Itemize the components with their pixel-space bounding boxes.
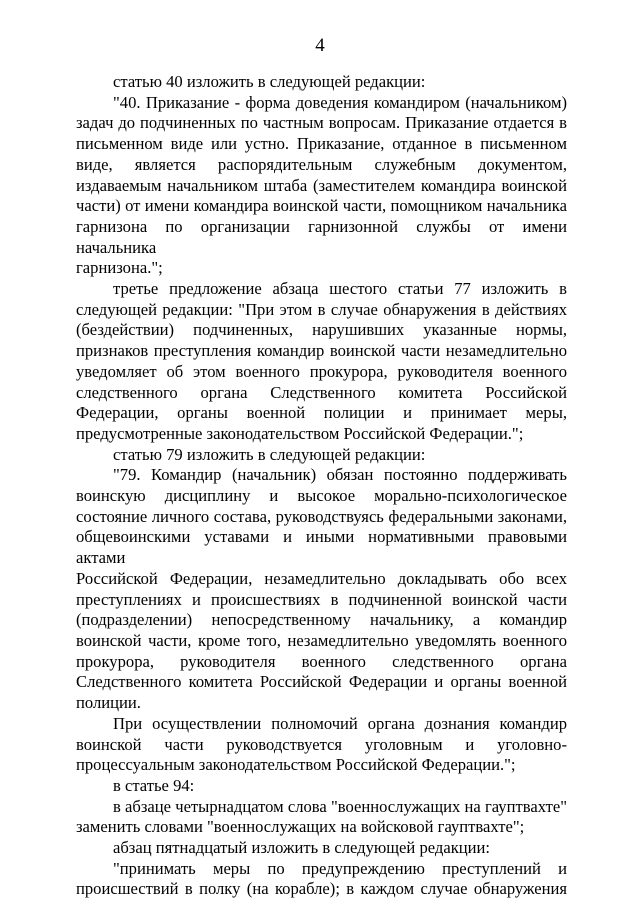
text-line: абзац пятнадцатый изложить в следующей редакции: (113, 838, 491, 858)
text-line: Российской Федерации, незамедлительно докладывать обо всех (76, 568, 567, 588)
text-line: Федерации, органы военной полиции и принимает меры, (76, 403, 567, 423)
text-line: "принимать меры по предупреждению преступлений и (113, 858, 567, 878)
text-line: гарнизона по организации гарнизонной службы от имени начальника (76, 216, 567, 257)
text-line: полиции. (76, 693, 141, 713)
text-line: "79. Командир (начальник) обязан постоянно поддерживать (113, 465, 567, 485)
text-line: следственного органа Следственного комитета Российской (76, 382, 567, 402)
text-line: письменном виде или устно. Приказание, отданное в письменном (76, 134, 567, 154)
text-line: (бездействии) подчиненных, нарушивших указанные нормы, (76, 320, 567, 340)
text-line: При осуществлении полномочий органа дознания командир (113, 713, 567, 733)
text-line: заменить словами "военнослужащих на войсковой гауптвахте"; (76, 817, 525, 837)
text-line: общевоинскими уставами и иными нормативными правовыми актами (76, 527, 567, 568)
text-line: преступлениях и происшествиях в подчиненной воинской части (76, 589, 567, 609)
text-line: воинской части, кроме того, незамедлительно уведомлять военного (76, 630, 567, 650)
text-line: гарнизона."; (76, 258, 163, 278)
text-line: уведомляет об этом военного прокурора, руководителя военного (76, 361, 567, 381)
text-line: виде, является распорядительным служебным документом, (76, 154, 567, 174)
text-line: статью 79 изложить в следующей редакции: (113, 444, 426, 464)
text-line: в статье 94: (113, 775, 195, 795)
text-line: (подразделении) непосредственному начальнику, а командир (76, 610, 567, 630)
text-line: статью 40 изложить в следующей редакции: (113, 72, 426, 91)
text-line: происшествий в полку (на корабле); в каждом случае обнаружения (76, 879, 567, 899)
text-line: третье предложение абзаца шестого статьи 77 изложить в (113, 279, 567, 299)
text-line: Следственного комитета Российской Федерации и органы военной (76, 672, 567, 692)
text-line: "40. Приказание - форма доведения командиром (начальником) (113, 92, 567, 112)
text-line: состояние личного состава, руководствуясь федеральными законами, (76, 506, 567, 526)
text-line: процессуальным законодательством Российской Федерации."; (76, 755, 516, 775)
text-line: воинской части руководствуется уголовным и уголовно- (76, 734, 567, 754)
text-line: части) от имени командира воинской части, помощником начальника (76, 196, 567, 216)
text-line: воинскую дисциплину и высокое морально-психологическое (76, 486, 567, 506)
text-line: предусмотренные законодательством Российской Федерации."; (76, 423, 524, 443)
text-line: издаваемым начальником штаба (заместителем командира воинской (76, 175, 567, 195)
text-line: следующей редакции: "При этом в случае обнаружения в действиях (76, 299, 567, 319)
text-line: в абзаце четырнадцатом слова "военнослужащих на гауптвахте" (113, 796, 567, 816)
document-body (76, 72, 567, 900)
text-line: прокурора, руководителя военного следственного органа (76, 651, 567, 671)
text-line: задач до подчиненных по частным вопросам. Приказание отдается в (76, 113, 567, 133)
page-number: 4 (315, 35, 325, 56)
text-line: признаков преступления командир воинской части незамедлительно (76, 341, 567, 361)
